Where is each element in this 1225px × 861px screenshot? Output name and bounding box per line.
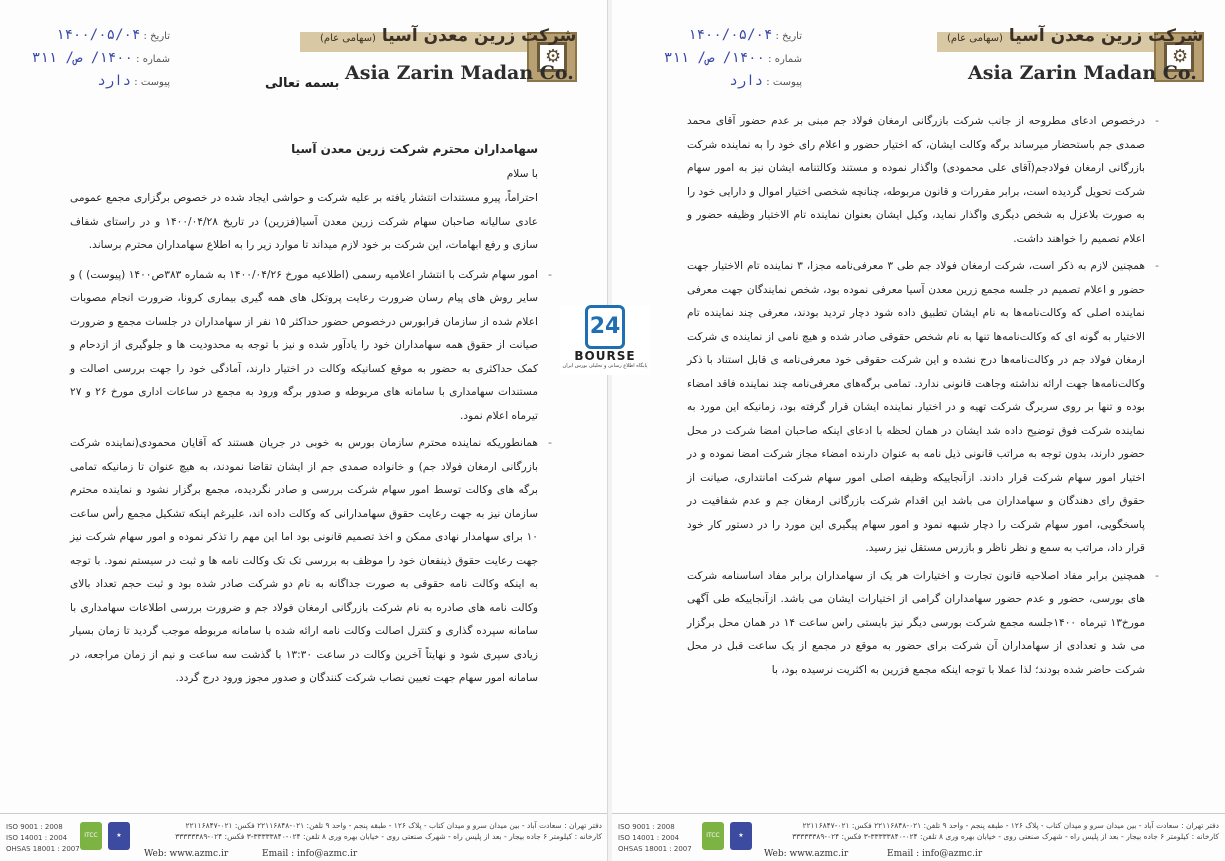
salutation: با سلام [506,167,538,180]
gear-icon: ⚙ [1172,46,1189,67]
company-name-en: Asia Zarin Madan Co. [345,62,574,84]
letter-body-1 [70,138,538,692]
company-name-fa: شرکت زرین معدن آسیا (سهامی عام) [947,26,1204,46]
bullet-item: - امور سهام شرکت با انتشار اعلامیه رسمی (اطلاعیه مورخ ۱۴۰۰/۰۴/۲۶ به شماره ۳۸۳ص۱۴۰۰ (پیوست) ) و سایر روش های پیام رسان ضرورت رعایت پروتکل های همه گیری بیماری کرونا، ضرورت انجام مصوبات اعلام شده از سازمان فرابورس درخصوص حضور حداکثر ۱۵ نفر از سهامداران در جلسات مجمع و ضرورت صیانت از حقوق همه سهامداران خود را یادآور شده و نیز با توجه به محدودیت ها و جلوگیری از ازدحام و کمک حداکثری به حضور به موقع کسانیکه وکالت در اختیار دارند، آمادگی خود را جهت بررسی اصالت و مستندات سهامداری با سامانه های مربوطه و صدور برگه ورود به مجمع در ساعات اداری مورخ ۲۶ و ۲۷ تیرماه اعلام نمود. [70,264,538,429]
itcc-badge: ITCC [702,822,724,850]
bourse24-watermark [560,305,650,375]
bullet-item: - همچنین برابر مفاد اصلاحیه قانون تجارت و اختیارات هر یک از سهامداران برابر مفاد اساسنامه شرکت های بورسی، حضور و عدم حضور سهامداران گرامی از اختیارات ایشان می باشد. ازآنجاییکه طی آگهی مورخ۱۳ تیرماه ۱۴۰۰جلسه مجمع شرکت بورسی دیگر نیز بایستی راس ساعت ۱۴ در همان محل برگزار می شد و تعدادی از سهامداران آن شرکت برای حضور به موقع در مجمع از یک ساعت قبل در محل شرکت حاضر شده بودند؛ لذا عملا با توجه اینکه مجمع فزرین به اکثریت نرسیده بود، با [687,565,1145,683]
footer-email: Email : info@azmc.ir [887,849,983,859]
attachment-value: دارد [97,73,132,89]
watermark-name: BOURSE [574,349,636,363]
date-value: ۱۴۰۰/۰۵/۰۴ [56,27,141,43]
iso-list: ISO 9001 : 2008 ISO 14001 : 2004 OHSAS 18001 : 2007 [618,823,692,853]
bismillah: بسمه تعالی [265,76,340,91]
bullet-item: - همانطوریکه نماینده محترم سازمان بورس به خوبی در جریان هستند که آقایان محمودی(نماینده شرکت بازرگانی ارمغان فولاد جم) و خانواده صمدی جم از ایشان تقاضا نمودند، به هیچ عنوان تا زمانیکه تمامی برگه های وکالت توسط امور سهام شرکت بررسی و صادر نگردیده، مجمع برگزار نشود و نماینده محترم سازمان نیز به جهت رعایت حقوق سهامدارانی که وکالت داده اند، علیرغم اینکه تشکیل مجمع رأس ساعت ۱۰ برای سهامدار نهادی ممکن و اخذ تصمیم قانونی بود اما این مهم را تذکر نموده و امور سهام شرکت نیز جهت رعایت حقوق ذینفعان خود را موظف به بررسی تک تک وکالت نامه ها و ثبت در سیستم نمود. با توجه به اینکه وکالت نامه حقوقی به صورت جداگانه به نام دو شرکت صادر شده بود و ثبت حجم تعداد بالای وکالت نامه های صادره به نام شرکت بازرگانی ارمغان فولاد جم و ضرورت بررسی اطلاعات سهامداری با سامانه سپرده گذاری و کنترل اصالت وکالت نامه ارائه شده با سامانه مربوطه موجب گردید تا زمان بسیار زیادی سپری شود و نهایتاً آخرین وکالت در ساعت ۱۳:۳۰ با گذشت سه ساعت و نیم از زمان مراجعه، در سامانه امور سهام جهت تعیین نصاب شرکت کنندگان و صدور مجوز ورود درج گردد. [70,432,538,691]
letter-meta: تاریخ : ۱۴۰۰/۰۵/۰۴ شماره : ۱۴۰۰/ ص/ ۳۱۱ پیوست : دارد [663,27,802,89]
letter-title: سهامداران محترم شرکت زرین معدن آسیا [291,142,538,156]
cert-badge: ★ [108,822,130,850]
letterhead [612,12,1225,97]
intro-paragraph: احتراماً، پیرو مستندات انتشار یافته بر علیه شرکت و حواشی ایجاد شده در خصوص برگزاری مجمع عمومی عادی سالیانه صاحبان سهام شرکت زرین معدن آسیا(فزرین) در تاریخ ۱۴۰۰/۰۴/۲۸ و در راستای شفاف سازی و رفع ابهامات، این شرکت بر خود لازم میداند تا موارد زیر را به اطلاع سهامداران محترم برساند. [70,192,538,251]
footer-web: Web: www.azmc.ir [144,849,229,859]
footer-address: دفتر تهران : سعادت آباد - بین میدان سرو و میدان کتاب - پلاک ۱۲۶ - طبقه پنجم - واحد ۹ تلفن: ۰۲۱-۲۲۱۱۶۸۴۸ فکس: ۰۲۱-۲۲۱۱۶۸۴۷ کارخانه : کیلومتر ۶ جاده بیجار - بعد از پلیس راه - شهرک صنعتی روی - خیابان بهره وری ۸ تلفن: ۰۲۴-۳۳۳۳۳۸۴۰-۳ فکس: ۰۲۴-۳۳۳۳۳۳۸۹ [175,821,602,841]
footer-email: Email : info@azmc.ir [262,849,358,859]
bullet-item: - درخصوص ادعای مطروحه از جانب شرکت بازرگانی ارمغان فولاد جم مبنی بر عدم حضور آقای محمد صمدی جم باستحضار میرساند برگه وکالت ایشان، که اختیار حضور و اعلام رای خود را به نماینده شرکت بازرگانی ارمغان فولادجم(آقای علی محمودی) واگذار نموده و مستند وکالتنامه ایشان نیز به امور سهام شرکت تحویل گردیده است، برابر مقررات و قانون مربوطه، چنانچه شخصی اختیار اموال و دارایی خود را به صورت بلاعزل به شخص دیگری واگذار نماید، وکیل ایشان بعنوان نماینده تام الاختیار وظیفه حضور و اعلام تصمیم را خواهند داشت. [687,110,1145,251]
gear-icon: ⚙ [545,46,562,67]
letter-meta: تاریخ : ۱۴۰۰/۰۵/۰۴ شماره : ۱۴۰۰/ ص/ ۳۱۱ پیوست : دارد [31,27,170,89]
date-value: ۱۴۰۰/۰۵/۰۴ [688,27,773,43]
bourse24-logo-icon: 24 [585,305,625,349]
letter-footer [0,813,608,861]
letter-footer [612,813,1225,861]
iso-list: ISO 9001 : 2008 ISO 14001 : 2004 OHSAS 18001 : 2007 [6,823,80,853]
bullet-item: - همچنین لازم به ذکر است، شرکت ارمغان فولاد جم طی ۳ معرفی‌نامه مجزا، ۳ نماینده تام الاختیار جهت حضور و اعلام تصمیم در جلسه مجمع زرین معدن آسیا معرفی نموده بود، شخص نمایندگان جهت معرفی نماینده اصلی که وکالت‌نامه‌ها به نام ایشان تطبیق داده شود دچار تردید بودند، معرفی چند نماینده تام الاختیار به گونه ای که وکالت‌نامه‌ها تنها به نام شخص حقوقی صادر شده و هیچ نامی از نماینده ی شرکت ارمغان فولاد جم در وکالت‌نامه‌ها درج نشده و این شرکت حقوقی خود معرفی‌نامه ی قابل استناد با ذکر وکالت‌نامه‌ها جهت ارائه نداشته وجاهت قانونی ندارد. تمامی برگه‌های معرفی‌نامه چند نماینده فاقد امضاء بوده و تنها بر روی سربرگ شرکت تهیه و در اختیار نماینده ایشان قرار گرفته بود، زمانیکه این مورد به نماینده شرکت فوق توضیح داده شد ایشان در همان لحظه با ادعای اینکه صاحبان امضا شرکت در محل حضور دارند، بدون توجه به مراتب قانونی ذیل نامه به عنوان دارنده امضاء مجاز شرکت امضا نموده و در اختیار امور سهام شرکت قرار دادند. ازآنجاییکه وظیفه اصلی امور سهام شرکت امانتداری، صیانت از حقوق رای دهندگان و سهامداران می باشد این اقدام شرکت بازرگانی ارمغان جم و عدم شفافیت در پاسخگویی، امور سهام شرکت را دچار شبهه نمود و امور سهام پیگیری این مورد را در دستور کار خود قرار داد، مراتب به سمع و نظر ناظر و بازرس مستقل نیز رسید. [687,255,1145,561]
itcc-badge: ITCC [80,822,102,850]
number-value: ۱۴۰۰/ ص/ ۳۱۱ [663,50,765,66]
footer-web: Web: www.azmc.ir [764,849,849,859]
attachment-value: دارد [729,73,764,89]
cert-badge: ★ [730,822,752,850]
watermark-subtitle: پایگاه اطلاع رسانی و تحلیلی بورس ایران [562,363,648,369]
letter-page-2 [612,0,1225,861]
number-value: ۱۴۰۰/ ص/ ۳۱۱ [31,50,133,66]
company-name-fa: شرکت زرین معدن آسیا (سهامی عام) [320,26,577,46]
letter-body-2 [687,110,1145,683]
footer-address: دفتر تهران : سعادت آباد - بین میدان سرو و میدان کتاب - پلاک ۱۲۶ - طبقه پنجم - واحد ۹ تلفن: ۰۲۱-۲۲۱۱۶۸۴۸ فکس: ۰۲۱-۲۲۱۱۶۸۴۷ کارخانه : کیلومتر ۶ جاده بیجار - بعد از پلیس راه - شهرک صنعتی روی - خیابان بهره وری ۸ تلفن: ۰۲۴-۳۳۳۳۳۸۴۰-۳ فکس: ۰۲۴-۳۳۳۳۳۳۸۹ [792,821,1219,841]
letter-page-1 [0,0,608,861]
company-name-en: Asia Zarin Madan Co. [968,62,1197,84]
